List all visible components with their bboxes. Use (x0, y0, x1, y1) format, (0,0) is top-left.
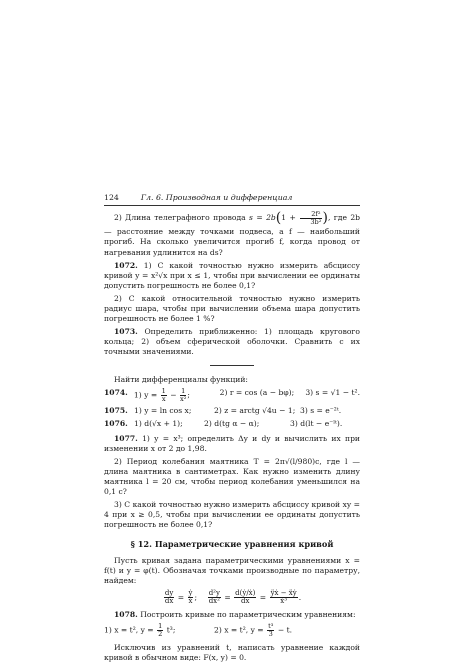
problem-number: 1078. (114, 610, 138, 620)
problem-number: 1073. (114, 326, 138, 336)
problem-1072-part-2: 2) С какой относительной точностью нужно измерить радиус шара, чтобы при вычислении объема шара допустить погрешность не более 1 %? (104, 293, 360, 323)
problem-1073: 1073. Определить приближенно: 1) площадь кругового кольца; 2) объем сферической оболочки. Сравнить с их точными значениями. (104, 326, 360, 356)
section-heading (104, 539, 360, 550)
running-header (104, 193, 360, 206)
problem-number: 1075. (104, 405, 128, 415)
section-number: § 12. (130, 538, 152, 549)
page-body (104, 209, 360, 666)
problem-1077-part-3: 3) С какой точностью нужно измерить абсциссу кривой xy = 4 при x ≥ 0,5, чтобы при вычислении ее ординаты допустить погрешность не более 0,1? (104, 499, 360, 529)
closing-paragraph: Исключив из уравнений t, написать уравнение каждой кривой в обычном виде: F(x, y) = 0. (104, 643, 360, 663)
problem-1078-equations: 1) x = t², y = $\frac{1}{2}$ t³; 2) x = t², y = $\frac{\text{t³}}{3}$ − t. (104, 622, 293, 639)
param-intro: Пусть кривая задана параметрическими уравнениями x = f(t) и y = φ(t). Обозначая точками производные по параметру, найдем: (104, 555, 360, 585)
derivative-formula: $\frac{dy}{dx}$ = $\frac{\text{ẏ}}{\text{ẋ}}$ ; $\frac{\text{d²y}}{\text{dx²}}$ = $\frac{\text{d(ẏ/ẋ)}}{dx}$ = $\frac{\text{ÿẋ − ẍẏ}}{\text{ẋ³}}$ . (164, 588, 302, 605)
problem-1072: 1072. 1) С какой точностью нужно измерить абсциссу кривой y = x²√x при x ≤ 1, чтобы при вычислении ее ординаты допустить погрешность не более 0,1? (104, 260, 360, 290)
problem-1075: 1075. 1) y = ln cos x; 2) z = arctg √4u − 1; 3) s = e⁻²ᵗ. (104, 405, 342, 415)
problem-1074: 1074. 1) y = $\frac{1}{x}$ − $\frac{1}{\text{x²}}$ ; 2) r = cos (a − bφ); 3) s = √1 − t². (104, 386, 361, 403)
problem-1076: 1076. 1) d(√x + 1); 2) d(tg α − α); 3) d(lt − e⁻ˡᵗ). (104, 418, 343, 428)
problem-number: 1074. (104, 387, 128, 397)
find-label: Найти дифференциалы функций: (114, 374, 248, 384)
problem-number: 1076. (104, 418, 128, 428)
problem-1077: 1077. 1) y = x³; определить Δy и dy и вычислить их при изменении x от 2 до 1,98. (104, 433, 360, 453)
page-number: 124 (104, 193, 119, 202)
problem-1077-part-2: 2) Период колебания маятника T = 2π√(l/980)c, где l — длина маятника в сантиметрах. Как нужно изменить длину маятника l = 20 см, чтобы период колебания уменьшился на 0,1 c? (104, 456, 360, 496)
section-title: Параметрические уравнения кривой (154, 538, 334, 549)
chapter-title: Гл. 6. Производная и дифференциал (140, 193, 293, 202)
intro-paragraph: 2) Длина телеграфного провода s = 2b(1 + $\frac{\text{2f²}}{\text{3b²}}$ ), где 2b — расстояние между точками подвеса, а f — наибольший прогиб. На сколько увеличится прогиб f, когда провод от нагревания удлинится на ds? (104, 209, 361, 257)
problem-number: 1077. (114, 433, 138, 443)
divider (210, 365, 254, 366)
fraction: $\frac{\text{2f²}}{\text{3b²}}$ (300, 211, 321, 226)
problem-1078: 1078. Построить кривые по параметрическим уравнениям: (114, 610, 356, 620)
problem-number: 1072. (114, 260, 138, 270)
